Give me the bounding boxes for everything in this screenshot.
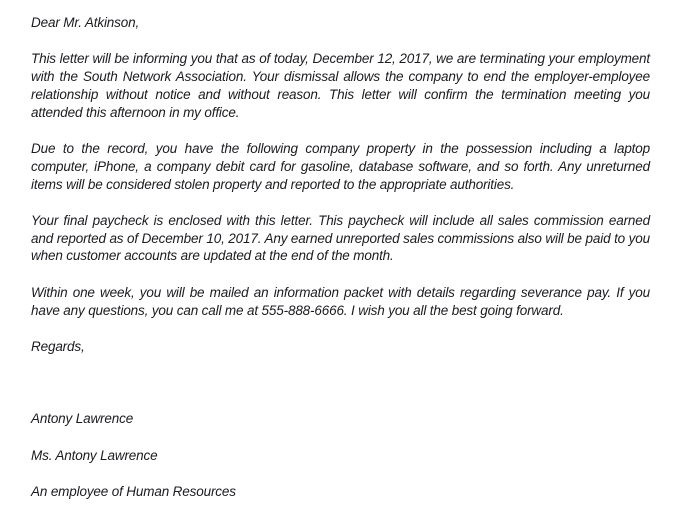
signature-formal-name: Ms. Antony Lawrence xyxy=(31,447,158,463)
salutation: Dear Mr. Atkinson, xyxy=(31,15,140,30)
signature-name: Antony Lawrence xyxy=(31,411,134,427)
letter-paragraph: Within one week, you will be mailed an information packet with details regarding severance pay. If you have any questions, you can call me at 555-888-6666. I wish you all the best going forward. xyxy=(31,284,650,318)
signature-title: An employee of Human Resources xyxy=(31,484,236,500)
closing: Regards, xyxy=(31,338,85,354)
letter-paragraph: Due to the record, you have the following company property in the possession including a laptop computer, iPhone, a company debit card for gasoline, database software, and so forth. Any unreturned items will be considered stolen property and reported to the appropriate authorities. xyxy=(31,140,650,192)
letter-body xyxy=(31,50,650,319)
signature-space xyxy=(31,374,650,410)
letter-paragraph: Your final paycheck is enclosed with this letter. This paycheck will include all sales commission earned and reported as of December 10, 2017. Any earned unreported sales commissions also will be paid to you when customer accounts are updated at the end of the month. xyxy=(31,212,650,264)
letter-paragraph: This letter will be informing you that as of today, December 12, 2017, we are terminating your employment with the South Network Association. Your dismissal allows the company to end the employer-employee relationship without notice and without reason. This letter will confirm the termination meeting you attended this afternoon in my office. xyxy=(31,51,650,120)
